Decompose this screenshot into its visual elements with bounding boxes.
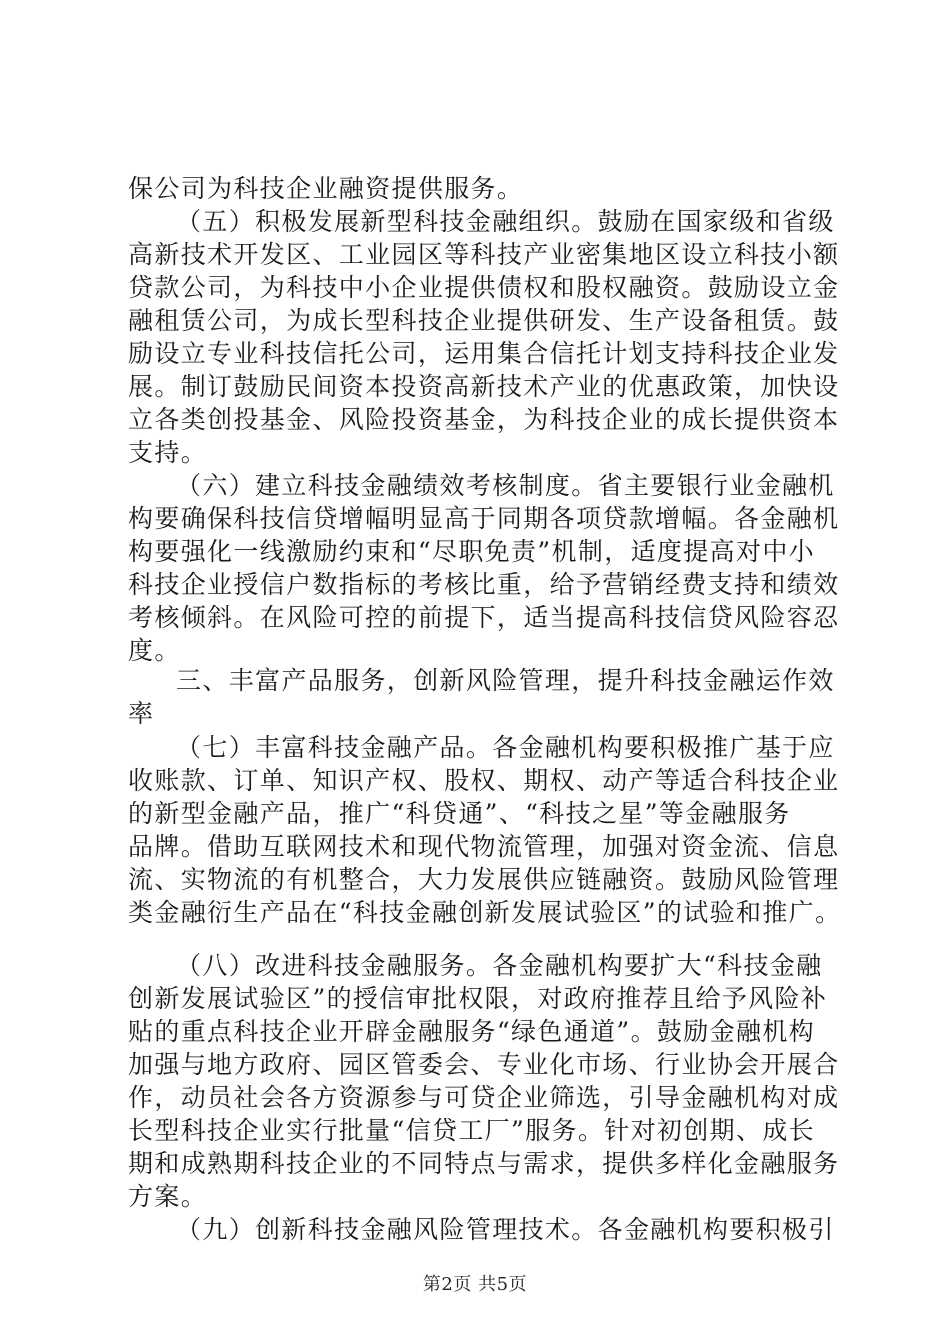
text-line: 的新型金融产品，推广“科贷通”、“科技之星”等金融服务 (128, 799, 791, 828)
text-line: 考核倾斜。在风险可控的前提下，适当提高科技信贷风险容忍 (128, 603, 840, 632)
text-line: 贴的重点科技企业开辟金融服务“绿色通道”。鼓励金融机构 (128, 1017, 816, 1046)
text-line: 创新发展试验区”的授信审批权限，对政府推荐且给予风险补 (128, 984, 828, 1013)
text-line: 加强与地方政府、园区管委会、专业化市场、行业协会开展合 (128, 1050, 840, 1079)
text-line: 度。 (128, 636, 181, 665)
text-line: 构要确保科技信贷增幅明显高于同期各项贷款增幅。各金融机 (128, 504, 840, 533)
text-line: 高新技术开发区、工业园区等科技产业密集地区设立科技小额 (128, 240, 840, 269)
text-line: 流、实物流的有机整合，大力发展供应链融资。鼓励风险管理 (128, 865, 840, 894)
text-line: （八）改进科技金融服务。各金融机构要扩大“科技金融 (176, 951, 823, 980)
text-line: 作，动员社会各方资源参与可贷企业筛选，引导金融机构对成 (128, 1083, 840, 1112)
text-line: 励设立专业科技信托公司，运用集合信托计划支持科技企业发 (128, 339, 840, 368)
text-line: 科技企业授信户数指标的考核比重，给予营销经费支持和绩效 (128, 570, 840, 599)
text-line: 贷款公司，为科技中小企业提供债权和股权融资。鼓励设立金 (128, 273, 840, 302)
text-line: 构要强化一线激励约束和“尽职免责”机制，适度提高对中小 (128, 537, 816, 566)
text-line: （九）创新科技金融风险管理技术。各金融机构要积极引 (176, 1215, 835, 1244)
text-line: （五）积极发展新型科技金融组织。鼓励在国家级和省级 (176, 207, 835, 236)
text-line: 收账款、订单、知识产权、股权、期权、动产等适合科技企业 (128, 766, 840, 795)
text-line: 品牌。借助互联网技术和现代物流管理，加强对资金流、信息 (128, 832, 840, 861)
text-line: 保公司为科技企业融资提供服务。 (128, 174, 524, 203)
text-line: 立各类创投基金、风险投资基金，为科技企业的成长提供资本 (128, 405, 840, 434)
text-line: 率 (128, 699, 155, 728)
text-line: 方案。 (128, 1182, 208, 1211)
text-line: 类金融衍生产品在“科技金融创新发展试验区”的试验和推广。 (128, 898, 842, 927)
text-line: 三、丰富产品服务，创新风险管理，提升科技金融运作效 (176, 666, 835, 695)
text-line: 展。制订鼓励民间资本投资高新技术产业的优惠政策，加快设 (128, 372, 840, 401)
page-footer: 第2页 共5页 (422, 1274, 528, 1295)
text-line: 支持。 (128, 438, 208, 467)
text-line: 长型科技企业实行批量“信贷工厂”服务。针对初创期、成长 (128, 1116, 816, 1145)
text-line: （六）建立科技金融绩效考核制度。省主要银行业金融机 (176, 471, 835, 500)
text-line: 融租赁公司，为成长型科技企业提供研发、生产设备租赁。鼓 (128, 306, 840, 335)
text-line: （七）丰富科技金融产品。各金融机构要积极推广基于应 (176, 733, 835, 762)
text-line: 期和成熟期科技企业的不同特点与需求，提供多样化金融服务 (128, 1149, 840, 1178)
